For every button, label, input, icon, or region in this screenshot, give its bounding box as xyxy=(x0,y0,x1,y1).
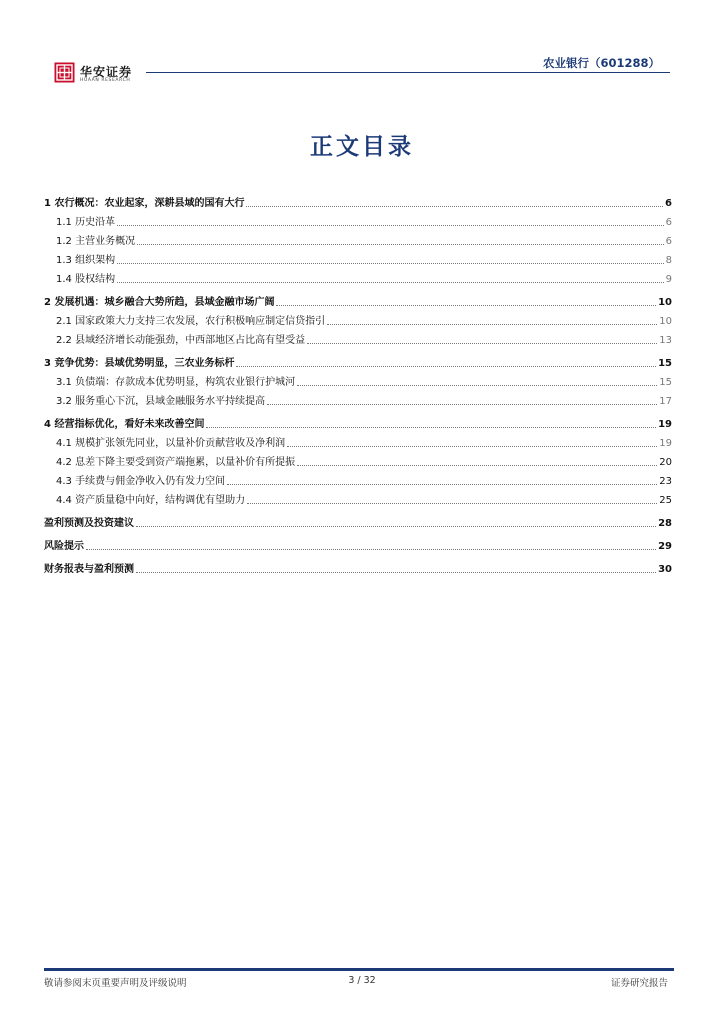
toc-entry-forecast[interactable] xyxy=(44,510,672,530)
toc-entry-page: 23 xyxy=(659,476,672,487)
toc-entry-4-1[interactable] xyxy=(44,431,672,450)
toc-entry-page: 9 xyxy=(665,274,672,285)
toc-entry-label: 2 发展机遇：城乡融合大势所趋，县域金融市场广阔 xyxy=(44,297,275,308)
toc-entry-4-2[interactable] xyxy=(44,450,672,469)
toc-entry-1[interactable] xyxy=(44,190,672,210)
toc-leader xyxy=(227,484,657,485)
toc-entry-1-4[interactable] xyxy=(44,267,672,286)
toc-entry-page: 13 xyxy=(659,335,672,346)
toc-entry-2-1[interactable] xyxy=(44,309,672,328)
toc-entry-page: 29 xyxy=(658,541,672,552)
brand-subtitle: HUAAN RESEARCH xyxy=(80,78,131,83)
toc-leader xyxy=(137,244,664,245)
toc-entry-2[interactable] xyxy=(44,289,672,309)
toc-entry-label: 1.1 历史沿革 xyxy=(56,217,116,228)
toc-leader xyxy=(247,503,657,504)
toc-entry-label: 2.1 国家政策大力支持三农发展，农行积极响应制定信贷指引 xyxy=(56,316,326,327)
toc-entry-4-4[interactable] xyxy=(44,488,672,507)
toc-leader xyxy=(117,282,664,283)
toc-entry-page: 20 xyxy=(659,457,672,468)
toc-entry-page: 6 xyxy=(665,198,672,209)
page-title: 正文目录 xyxy=(310,133,414,160)
header-divider xyxy=(146,72,670,73)
huaan-logo-icon xyxy=(54,62,75,83)
toc-entry-page: 10 xyxy=(659,316,672,327)
toc-leader xyxy=(307,343,657,344)
toc-entry-4[interactable] xyxy=(44,411,672,431)
toc-entry-3-1[interactable] xyxy=(44,370,672,389)
footer-disclaimer: 敬请参阅末页重要声明及评级说明 xyxy=(44,978,187,989)
toc-entry-3[interactable] xyxy=(44,350,672,370)
brand-name: 华安证券 xyxy=(80,65,133,79)
toc-entry-label: 2.2 县域经济增长动能强劲，中西部地区占比高有望受益 xyxy=(56,335,306,346)
toc-entry-label: 风险提示 xyxy=(44,541,84,552)
toc-entry-2-2[interactable] xyxy=(44,328,672,347)
toc-entry-label: 3.1 负债端：存款成本优势明显，构筑农业银行护城河 xyxy=(56,377,296,388)
toc-entry-financials[interactable] xyxy=(44,556,672,576)
toc-entry-label: 4.3 手续费与佣金净收入仍有发力空间 xyxy=(56,476,226,487)
toc-entry-page: 28 xyxy=(658,518,672,529)
toc-entry-label: 1.3 组织架构 xyxy=(56,255,116,266)
toc-leader xyxy=(267,404,657,405)
toc-entry-label: 盈利预测及投资建议 xyxy=(44,518,134,529)
toc-entry-page: 25 xyxy=(659,495,672,506)
toc-entry-label: 1.2 主营业务概况 xyxy=(56,236,136,247)
toc-entry-page: 19 xyxy=(659,438,672,449)
toc-entry-3-2[interactable] xyxy=(44,389,672,408)
toc-entry-label: 4 经营指标优化，看好未来改善空间 xyxy=(44,419,205,430)
table-of-contents xyxy=(44,190,672,576)
toc-entry-page: 6 xyxy=(665,236,672,247)
toc-leader xyxy=(117,225,664,226)
toc-entry-risk[interactable] xyxy=(44,533,672,553)
toc-leader xyxy=(276,305,656,306)
toc-entry-page: 15 xyxy=(659,377,672,388)
toc-entry-label: 4.1 规模扩张领先同业，以量补价贡献营收及净利润 xyxy=(56,438,286,449)
toc-entry-page: 19 xyxy=(658,419,672,430)
toc-entry-4-3[interactable] xyxy=(44,469,672,488)
toc-leader xyxy=(136,572,656,573)
toc-entry-1-2[interactable] xyxy=(44,229,672,248)
toc-entry-page: 30 xyxy=(658,564,672,575)
toc-entry-1-1[interactable] xyxy=(44,210,672,229)
company-ticker: 农业银行（601288） xyxy=(542,56,660,70)
toc-entry-label: 4.2 息差下降主要受到资产端拖累，以量补价有所提振 xyxy=(56,457,296,468)
toc-entry-page: 10 xyxy=(658,297,672,308)
toc-leader xyxy=(236,366,656,367)
toc-leader xyxy=(206,427,656,428)
toc-leader xyxy=(117,263,664,264)
footer-divider xyxy=(44,968,674,971)
report-type: 证券研究报告 xyxy=(610,978,668,989)
toc-entry-label: 4.4 资产质量稳中向好，结构调优有望助力 xyxy=(56,495,246,506)
toc-entry-page: 8 xyxy=(665,255,672,266)
toc-leader xyxy=(297,385,657,386)
toc-leader xyxy=(297,465,657,466)
toc-leader xyxy=(246,206,663,207)
toc-entry-1-3[interactable] xyxy=(44,248,672,267)
toc-entry-page: 17 xyxy=(659,396,672,407)
toc-leader xyxy=(86,549,656,550)
toc-entry-label: 3.2 服务重心下沉，县域金融服务水平持续提高 xyxy=(56,396,266,407)
page-indicator: 3 / 32 xyxy=(348,975,376,986)
toc-entry-label: 1 农行概况：农业起家，深耕县域的国有大行 xyxy=(44,198,245,209)
toc-entry-page: 6 xyxy=(665,217,672,228)
toc-entry-label: 1.4 股权结构 xyxy=(56,274,116,285)
toc-leader xyxy=(287,446,657,447)
toc-leader xyxy=(327,324,657,325)
toc-entry-label: 财务报表与盈利预测 xyxy=(44,564,134,575)
toc-leader xyxy=(136,526,656,527)
toc-entry-label: 3 竞争优势：县域优势明显，三农业务标杆 xyxy=(44,358,235,369)
toc-entry-page: 15 xyxy=(658,358,672,369)
